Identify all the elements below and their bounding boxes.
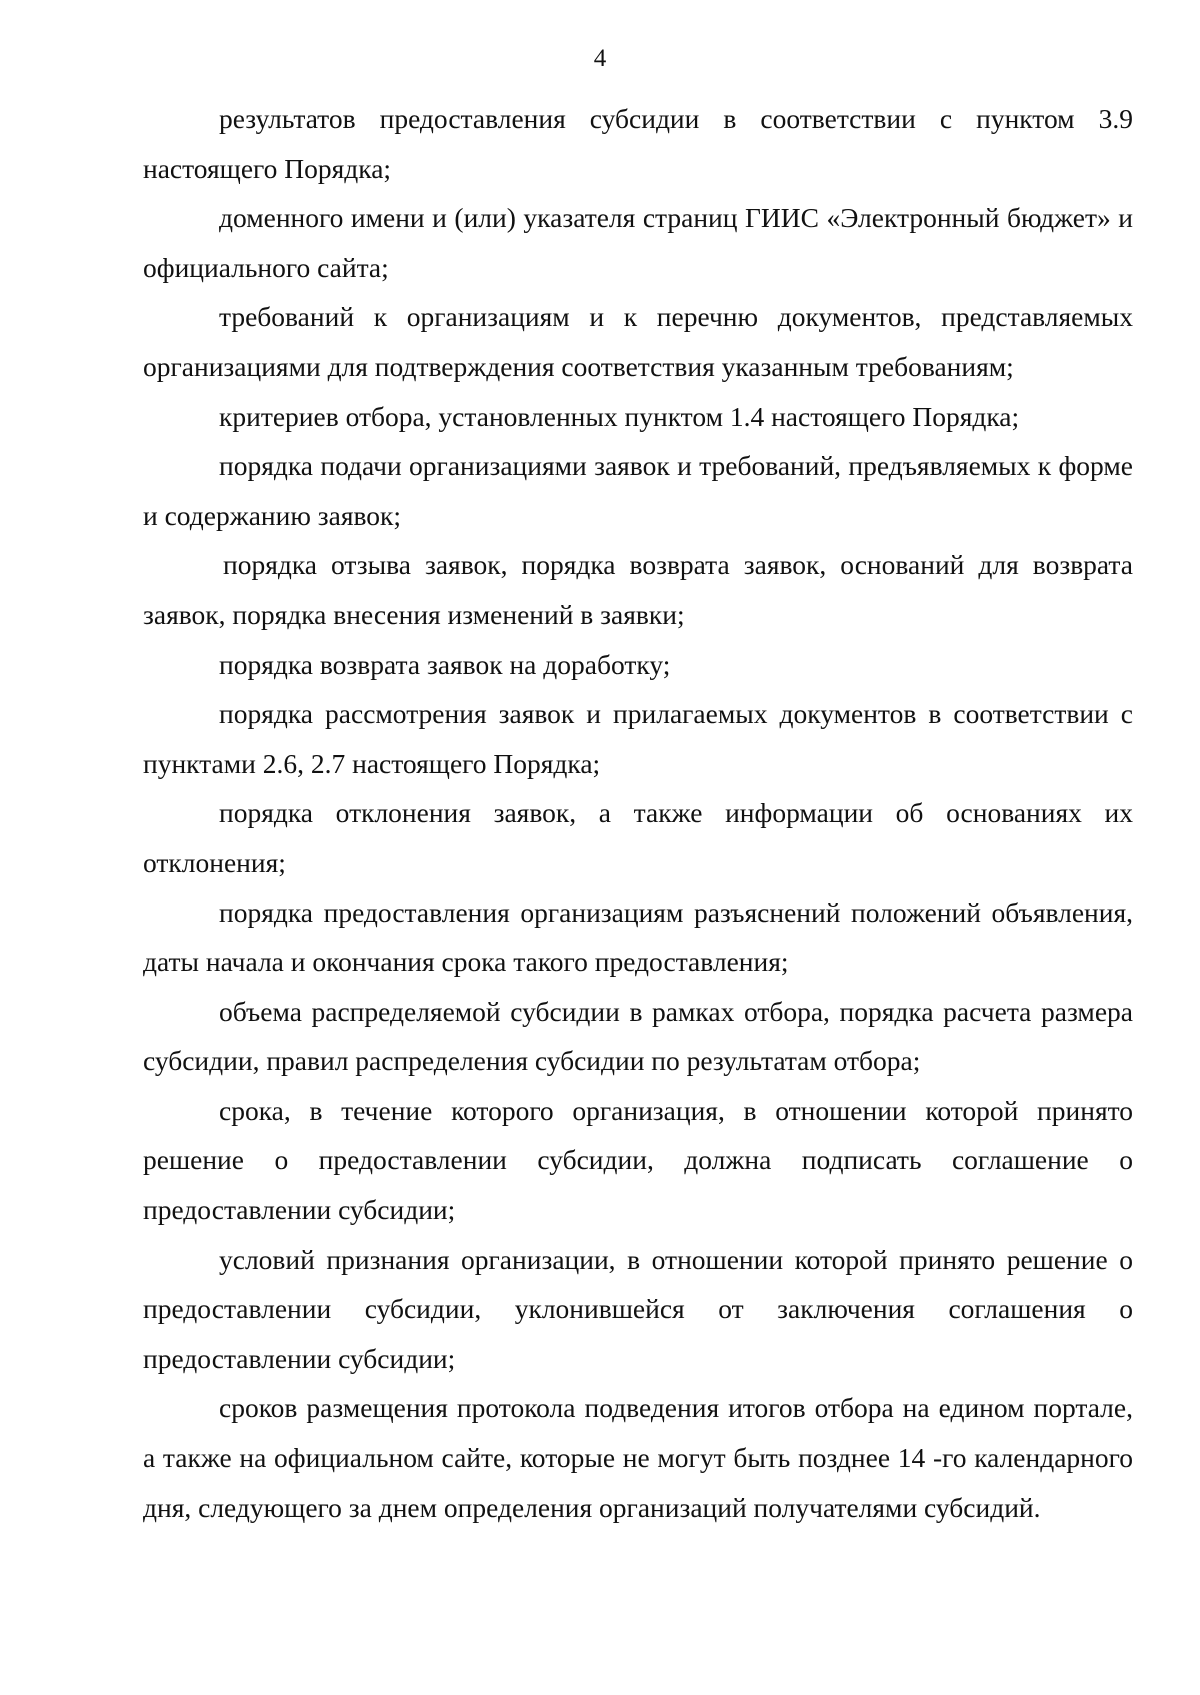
- page-number: 4: [593, 45, 607, 72]
- paragraph-application-review: порядка рассмотрения заявок и прилагаемых документов в соответствии с пунктами 2.6, 2.7 настоящего Порядка;: [143, 698, 1133, 779]
- paragraph-protocol-publication: сроков размещения протокола подведения итогов отбора на едином портале, а также на официальном сайте, которые не могут быть позднее 14 -го календарного дня, следующего за днем определения организаций получателями субсидий.: [143, 1392, 1133, 1523]
- paragraph-application-rejection: порядка отклонения заявок, а также информации об основаниях их отклонения;: [143, 797, 1133, 878]
- paragraph-clarifications: порядка предоставления организациям разъяснений положений объявления, даты начала и окончания срока такого предоставления;: [143, 896, 1133, 978]
- paragraph-return-for-revision: порядка возврата заявок на доработку;: [219, 648, 671, 680]
- paragraph-results: результатов предоставления субсидии в соответствии с пунктом 3.9 настоящего Порядка;: [143, 103, 1133, 184]
- paragraph-application-withdrawal: порядка отзыва заявок, порядка возврата заявок, оснований для возврата заявок, порядка внесения изменений в заявки;: [143, 549, 1133, 630]
- paragraph-evasion-conditions: условий признания организации, в отношении которой принято решение о предоставлении субсидии, уклонившейся от заключения соглашения о предоставлении субсидии;: [143, 1243, 1133, 1374]
- paragraph-domain-name: доменного имени и (или) указателя страниц ГИИС «Электронный бюджет» и официального сайта;: [143, 202, 1133, 283]
- paragraph-requirements: требований к организациям и к перечню документов, представляемых организациями для подтверждения соответствия указанным требованиям;: [143, 301, 1133, 382]
- document-body: [143, 94, 1133, 1532]
- paragraph-agreement-deadline: срока, в течение которого организация, в отношении которой принято решение о предоставлении субсидии, должна подписать соглашение о предоставлении субсидии;: [143, 1094, 1133, 1226]
- paragraph-subsidy-volume: объема распределяемой субсидии в рамках отбора, порядка расчета размера субсидии, правил распределения субсидии по результатам отбора;: [143, 995, 1133, 1077]
- paragraph-application-submission: порядка подачи организациями заявок и требований, предъявляемых к форме и содержанию заявок;: [143, 450, 1133, 531]
- paragraph-selection-criteria: критериев отбора, установленных пунктом 1.4 настоящего Порядка;: [219, 400, 1020, 432]
